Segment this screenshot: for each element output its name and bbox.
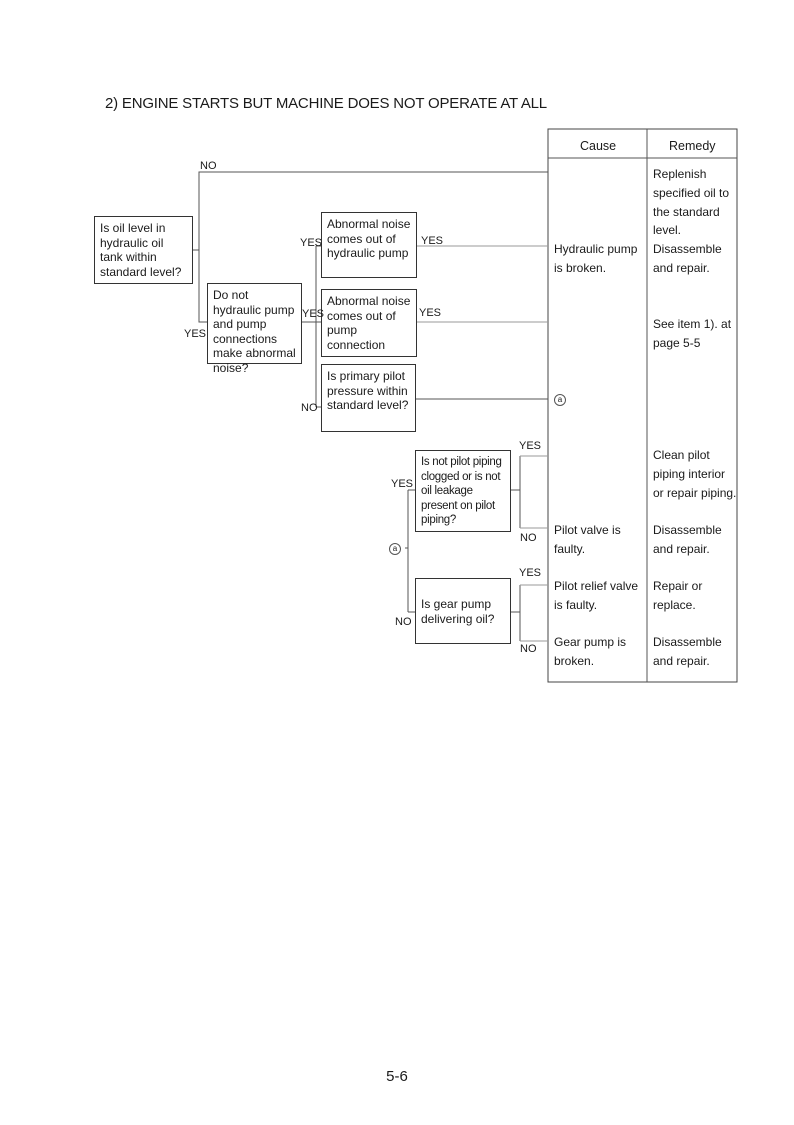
connector-marker-a-bottom: a [389,543,401,555]
remedy-replenish: Replenish specified oil to the standard level. [653,167,730,238]
label-yes-noise-connection: YES [419,307,442,319]
remedy-disassemble-valve: Disassemble and repair. [653,523,722,556]
cause-header: Cause [580,139,617,153]
label-no-pilot-piping-out: NO [520,532,537,544]
page-number: 5-6 [386,1068,408,1085]
label-yes-pilot-piping-in: YES [391,478,414,490]
gear-pump-question: Is gear pump delivering oil? [415,578,511,644]
pilot-piping-question: Is not pilot piping clogged or is not oil leakage present on pilot piping? [415,450,511,532]
label-yes-oil: YES [184,328,207,340]
label-yes-noise-pump: YES [421,235,444,247]
remedy-header: Remedy [669,139,716,153]
label-no-pump-noise: NO [301,402,318,414]
cause-hydraulic-pump: Hydraulic pump is broken. [554,242,638,275]
cause-gear-pump: Gear pump is broken. [554,635,627,668]
label-no-oil: NO [200,160,217,172]
noise-pump-question: Abnormal noise comes out of hydraulic pump [321,212,417,278]
label-yes-gear-out: YES [519,567,542,579]
label-no-gear-out: NO [520,643,537,655]
pump-noise-question: Do not hydraulic pump and pump connections make abnormal noise? [207,283,302,364]
label-yes-pilot-piping-out: YES [519,440,542,452]
pilot-pressure-question: Is primary pilot pressure within standard level? [321,364,416,432]
remedy-see-item: See item 1). at page 5-5 [653,317,732,350]
label-no-gear-in: NO [395,616,412,628]
page-title: 2) ENGINE STARTS BUT MACHINE DOES NOT OPERATE AT ALL [105,95,547,112]
remedy-repair-replace: Repair or replace. [653,579,703,612]
noise-connection-question: Abnormal noise comes out of pump connection [321,289,417,357]
label-yes-pump-noise-top: YES [300,237,323,249]
oil-level-question: Is oil level in hydraulic oil tank within standard level? [94,216,193,284]
label-yes-pump-noise-mid: YES [302,308,325,320]
cause-pilot-relief: Pilot relief valve is faulty. [554,579,639,612]
connector-marker-a-top: a [554,394,566,406]
cause-pilot-valve: Pilot valve is faulty. [554,523,621,556]
remedy-disassemble-pump: Disassemble and repair. [653,242,722,275]
remedy-disassemble-gear: Disassemble and repair. [653,635,722,668]
remedy-clean-piping: Clean pilot piping interior or repair piping. [653,448,737,500]
